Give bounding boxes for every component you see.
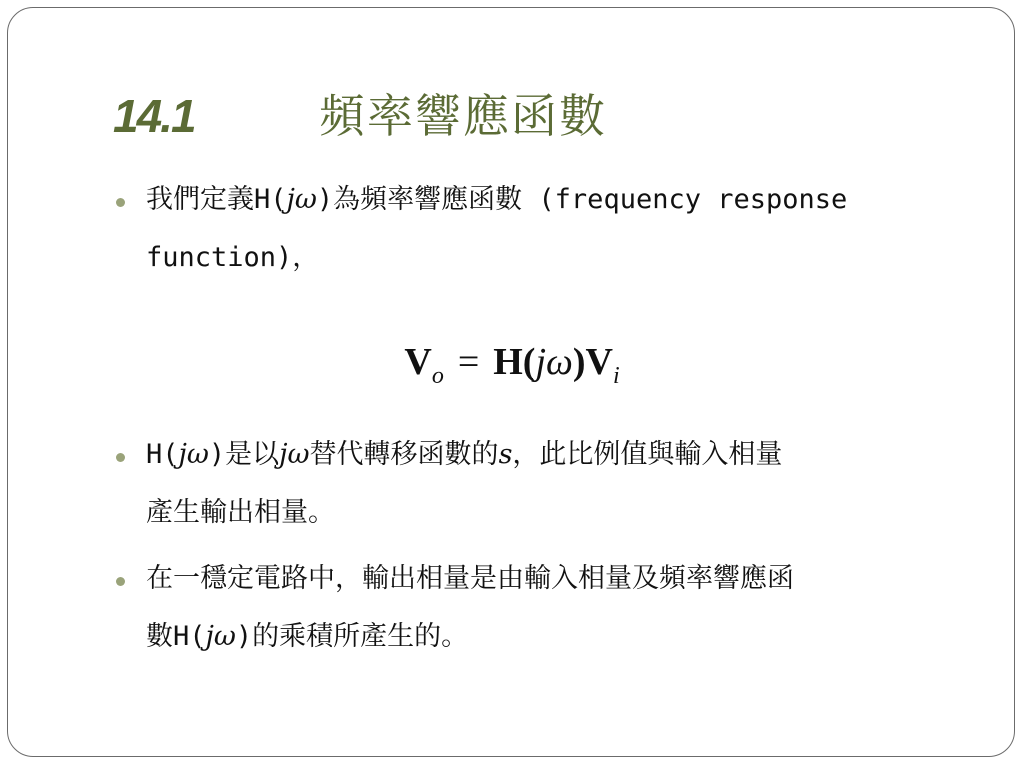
bullet-line: 在一穩定電路中，輸出相量是由輸入相量及頻率響應函 <box>146 563 794 594</box>
slide-title <box>113 80 607 146</box>
section-number: 14.1 <box>113 90 195 142</box>
bullet-marker <box>116 577 125 586</box>
bullet-line: H(jω)是以jω替代轉移函數的s，此比例值與輸入相量 <box>146 439 783 470</box>
section-title: 頻率響應函數 <box>319 89 607 143</box>
bullet-line: function)， <box>146 242 320 273</box>
equation: $V_o = H(j\omega)V_i$ <box>404 341 620 389</box>
bullet-line: 我們定義H(jω)為頻率響應函數 (frequency response <box>146 184 848 215</box>
bullet-marker <box>116 198 125 207</box>
bullet-line: 數H(jω)的乘積所產生的。 <box>146 621 469 652</box>
bullet-marker <box>116 453 125 462</box>
bullet-line: 產生輸出相量。 <box>146 497 335 528</box>
